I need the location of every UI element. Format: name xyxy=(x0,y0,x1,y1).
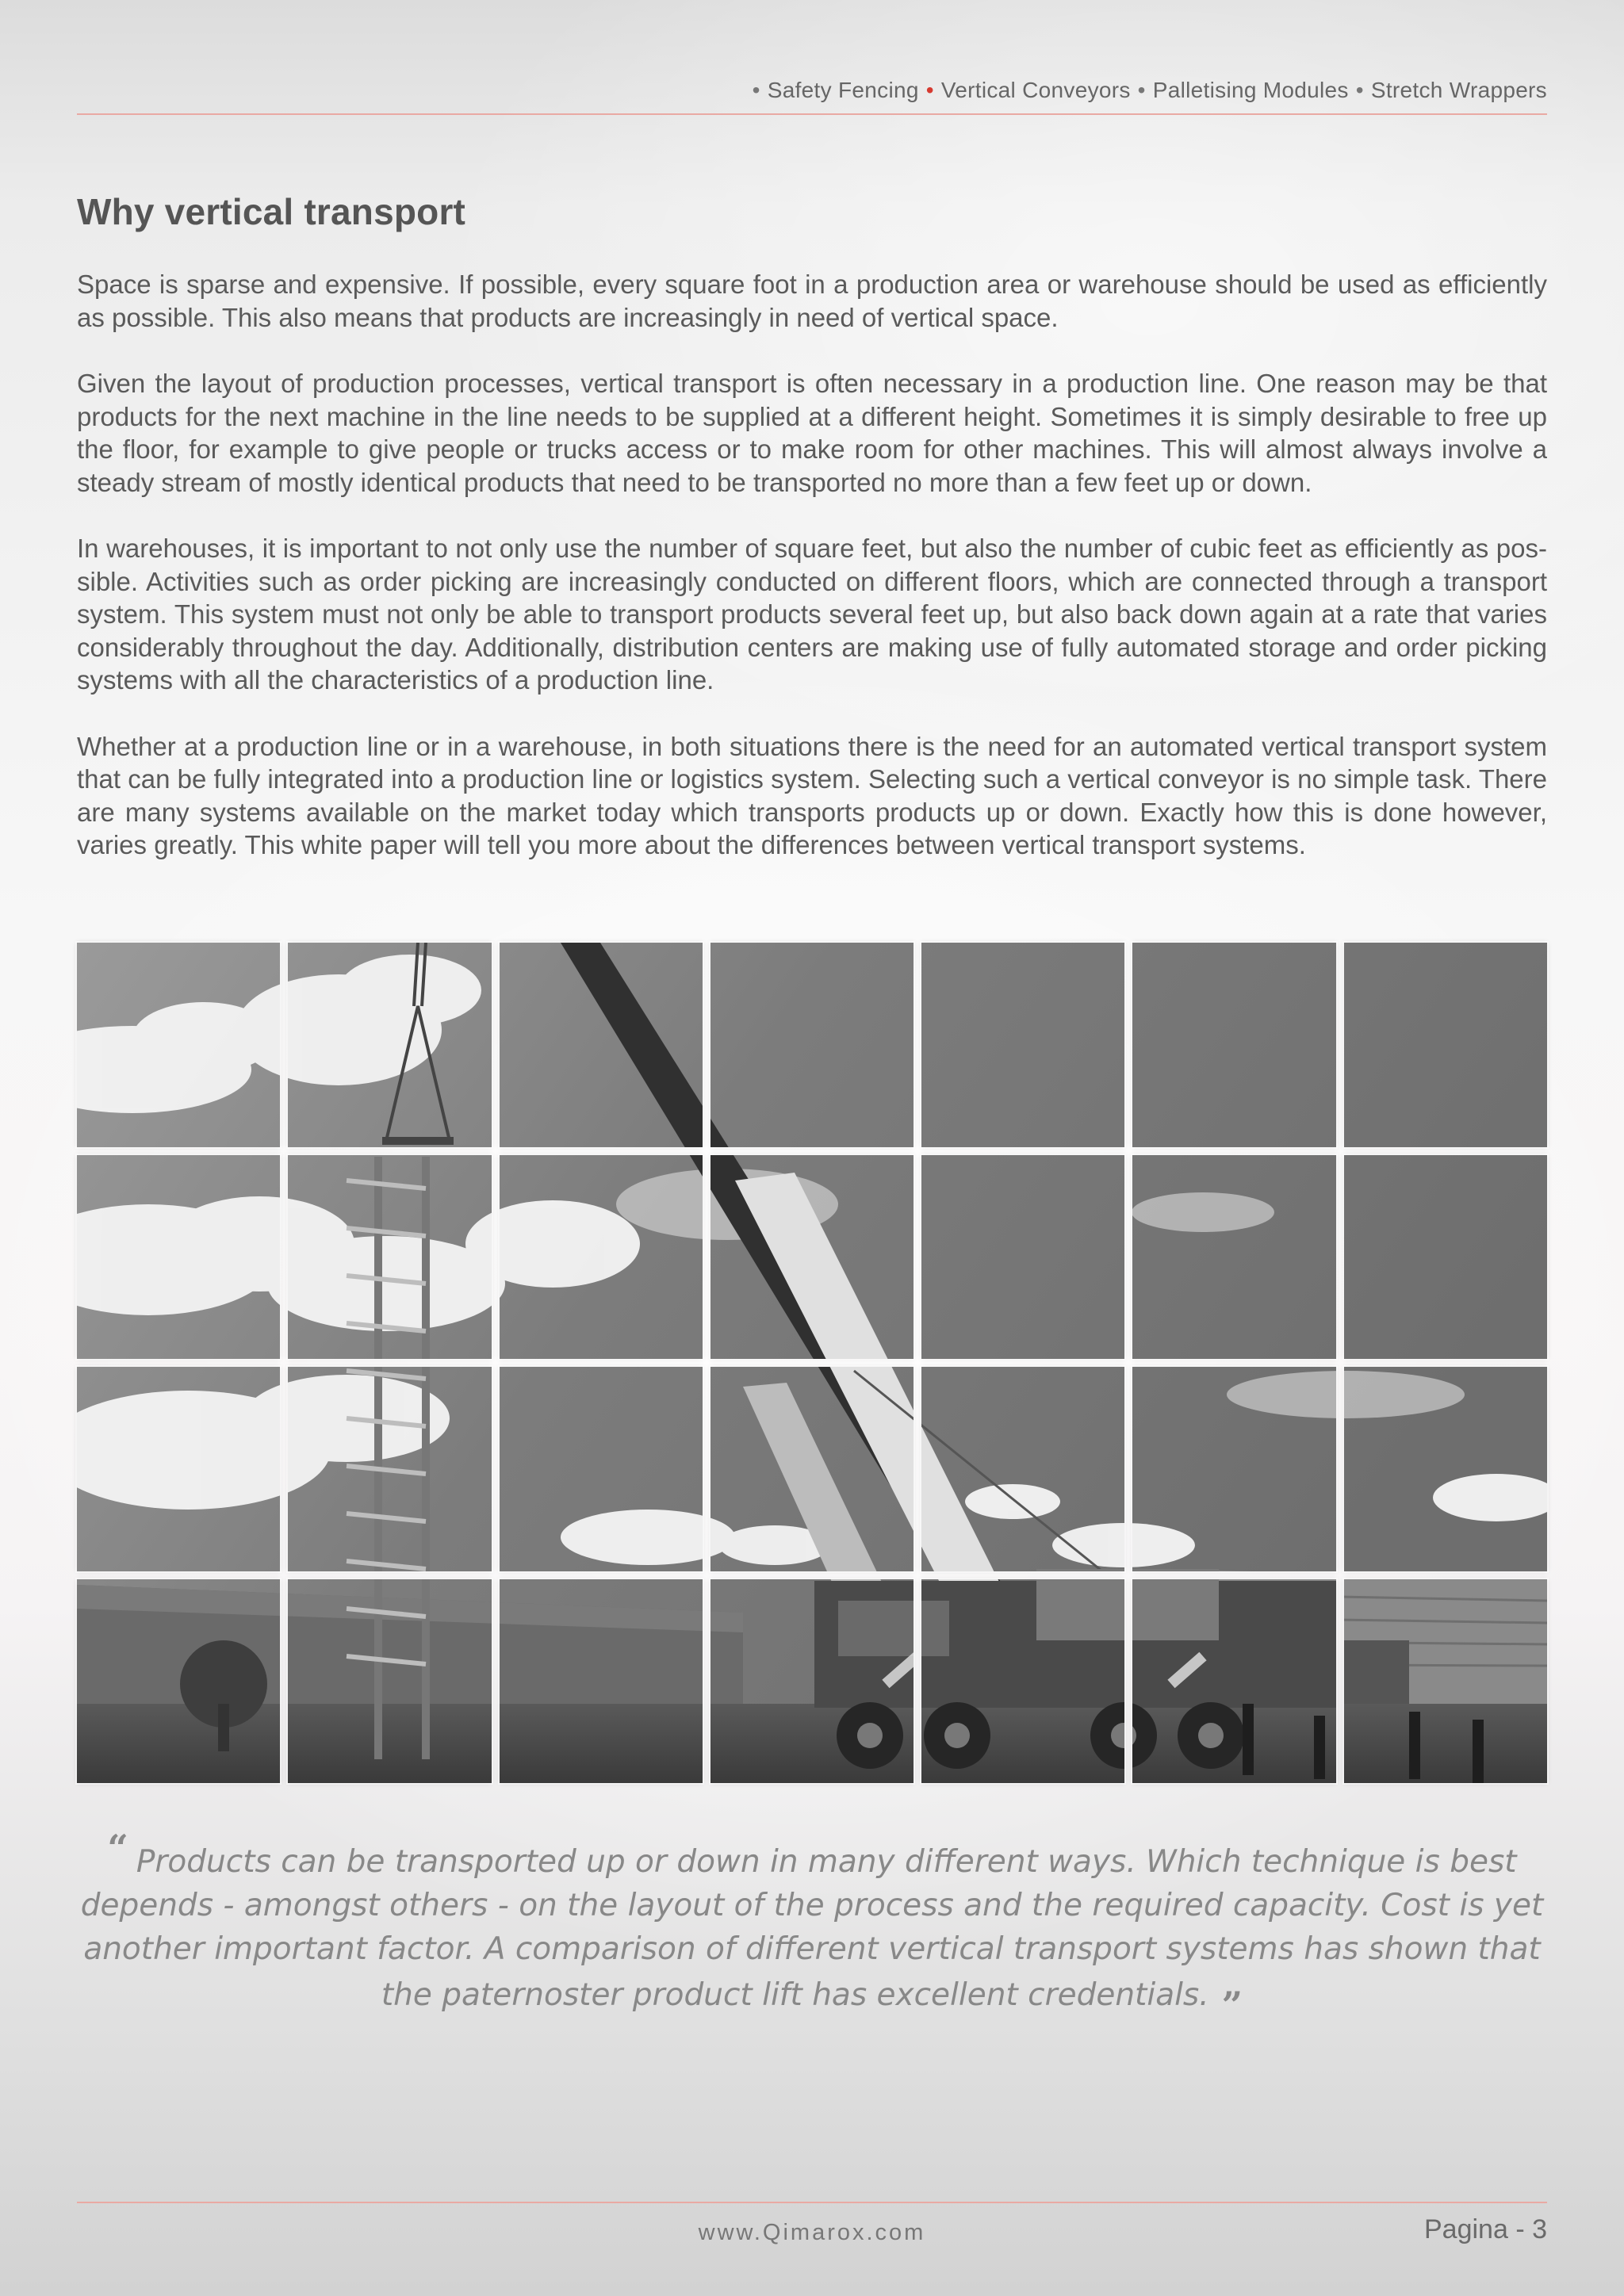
page-title: Why vertical transport xyxy=(77,191,466,232)
body-text xyxy=(77,268,1547,895)
pull-quote xyxy=(77,1827,1547,2026)
nav-bullet: • xyxy=(1137,78,1146,102)
header-nav xyxy=(753,75,1547,106)
photo-tile xyxy=(1344,1579,1547,1784)
photo-tile xyxy=(921,1155,1124,1360)
photo-tile xyxy=(77,1579,280,1784)
nav-item-vertical-conveyors[interactable]: Vertical Conveyors xyxy=(940,78,1131,102)
photo-tile xyxy=(710,1579,914,1784)
nav-item-stretch-wrappers[interactable]: Stretch Wrappers xyxy=(1370,78,1547,102)
nav-bullet: • xyxy=(925,78,934,102)
paragraph: In warehouses, it is important to not only use the number of square feet, but also the number of cubic feet as efficiently as pos-sible. Activities such as order picking are increasingly conducted on different floors, which are connected through a transport system. This system must not only be able to transport products several feet up, but also back down again at a rate that varies considerably throughout the day. Additionally, distribution centers are making use of fully automated storage and order picking systems with all the characteristics of a production line. xyxy=(77,534,1547,695)
photo-tile xyxy=(288,943,491,1147)
photo-tile xyxy=(288,1579,491,1784)
nav-item-palletising-modules[interactable]: Palletising Modules xyxy=(1152,78,1349,102)
open-quote-mark: “ xyxy=(107,1827,128,1869)
nav-bullet: • xyxy=(752,78,760,102)
paragraph: Given the layout of production processes, vertical transport is often necessary in a production line. One reason may be that products for the next machine in the line needs to be supplied at a different height. Sometimes it is simply desirable to free up the floor, for example to give people or trucks access or to make room for other machines. This will almost always involve a steady stream of mostly identical products that need to be transported no more than a few feet up or down. xyxy=(77,369,1547,497)
nav-item-safety-fencing[interactable]: Safety Fencing xyxy=(767,78,919,102)
photo-tile xyxy=(921,1579,1124,1784)
photo-tile xyxy=(288,1155,491,1360)
photo-tile xyxy=(1132,1155,1335,1360)
photo-tile xyxy=(1344,1367,1547,1571)
photo-tile xyxy=(1132,943,1335,1147)
photo-tile xyxy=(921,1367,1124,1571)
photo-tile xyxy=(710,1367,914,1571)
photo-tile xyxy=(500,943,703,1147)
footer-divider xyxy=(77,2202,1547,2203)
photo-tile xyxy=(1344,1155,1547,1360)
photo-tile xyxy=(1132,1367,1335,1571)
photo-tile xyxy=(1344,943,1547,1147)
footer-url[interactable]: www.Qimarox.com xyxy=(698,2220,926,2245)
photo-tile xyxy=(500,1579,703,1784)
crane-photo-mosaic xyxy=(77,943,1547,1783)
photo-tile xyxy=(500,1367,703,1571)
photo-tile xyxy=(500,1155,703,1360)
header-divider xyxy=(77,113,1547,115)
photo-tile xyxy=(288,1367,491,1571)
photo-tile xyxy=(77,1155,280,1360)
close-quote-mark: ” xyxy=(1221,1984,1243,2026)
photo-tile xyxy=(921,943,1124,1147)
photo-tile xyxy=(77,1367,280,1571)
paragraph: Space is sparse and expensive. If possible, every square foot in a production area or warehouse should be used as efficiently as possible. This also means that products are increasingly in need of vertical space. xyxy=(77,270,1547,332)
quote-text: Products can be transported up or down in many different ways. Which technique is best depends - amongst others - on the layout of the process and the required capacity. Cost is yet another important factor. A comparison of different vertical transport systems has shown that the paternoster product lift has excellent credentials. xyxy=(80,1844,1544,2013)
photo-tile xyxy=(710,1155,914,1360)
paragraph: Whether at a production line or in a warehouse, in both situations there is the need for an automated vertical transport system that can be fully integrated into a production line or logistics system. Selecting such a vertical conveyor is no simple task. There are many systems available on the market today which transports products up or down. Exactly how this is done however, varies greatly. This white paper will tell you more about the differences between vertical transport systems. xyxy=(77,731,1547,859)
page-number: Pagina - 3 xyxy=(1424,2214,1547,2244)
nav-bullet: • xyxy=(1355,78,1364,102)
photo-tile xyxy=(710,943,914,1147)
photo-tile xyxy=(1132,1579,1335,1784)
photo-tile xyxy=(77,943,280,1147)
